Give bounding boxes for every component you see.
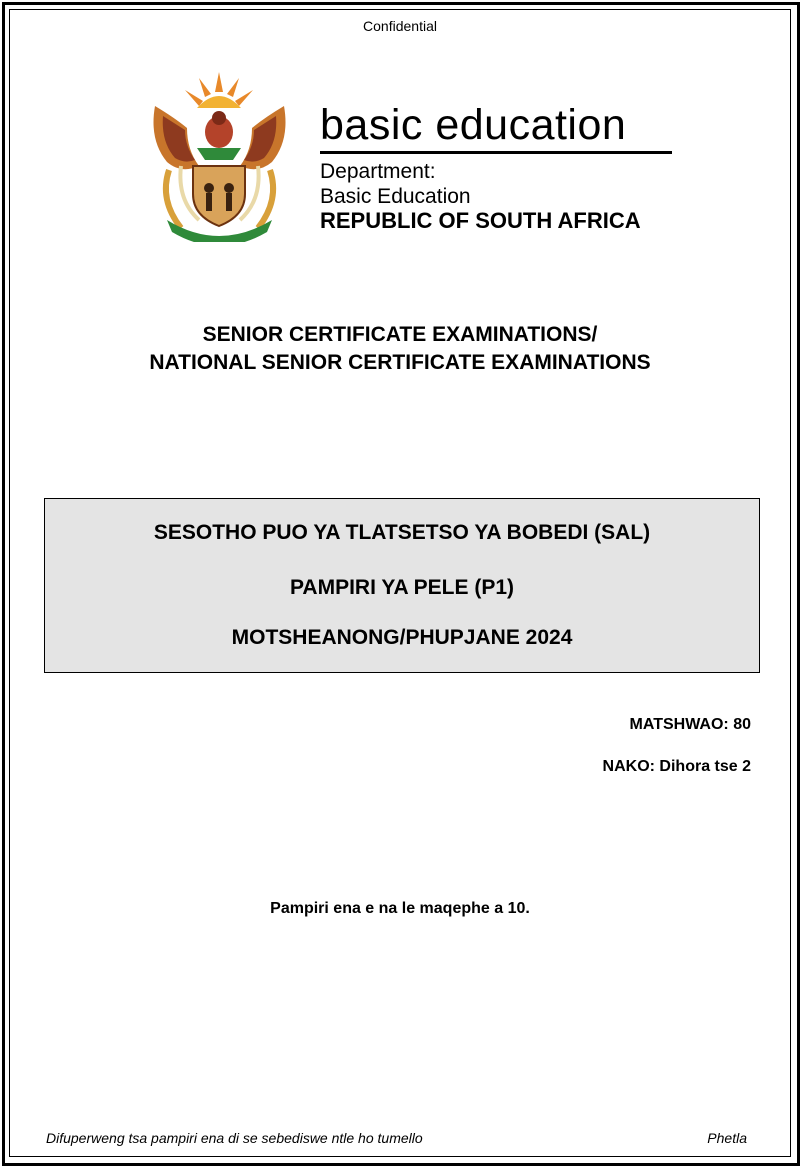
- brand-name: basic education: [320, 101, 627, 149]
- coat-of-arms-icon: [147, 70, 292, 242]
- paper-title: PAMPIRI YA PELE (P1): [289, 576, 515, 599]
- total-marks: MATSHWAO: 80: [629, 716, 751, 733]
- exam-duration: NAKO: Dihora tse 2: [602, 758, 751, 775]
- exam-heading: [0, 321, 800, 377]
- department-label: Department:: [320, 160, 436, 183]
- exam-heading-line1: SENIOR CERTIFICATE EXAMINATIONS/: [202, 323, 598, 346]
- page-count-note: Pampiri ena e na le maqephe a 10.: [270, 900, 530, 917]
- footer-copyright-note: Difuperweng tsa pampiri ena di se sebediswe ntle ho tumello: [46, 1130, 423, 1146]
- footer-turn-over: Phetla: [707, 1130, 747, 1146]
- country-name: REPUBLIC OF SOUTH AFRICA: [320, 208, 641, 233]
- exam-heading-line2: NATIONAL SENIOR CERTIFICATE EXAMINATIONS: [149, 351, 651, 374]
- brand-divider: [320, 151, 672, 154]
- subject-title: SESOTHO PUO YA TLATSETSO YA BOBEDI (SAL): [153, 521, 651, 544]
- subject-box: [44, 498, 760, 673]
- confidential-label: Confidential: [363, 18, 437, 34]
- session-title: MOTSHEANONG/PHUPJANE 2024: [231, 626, 573, 649]
- department-name: Basic Education: [320, 185, 471, 208]
